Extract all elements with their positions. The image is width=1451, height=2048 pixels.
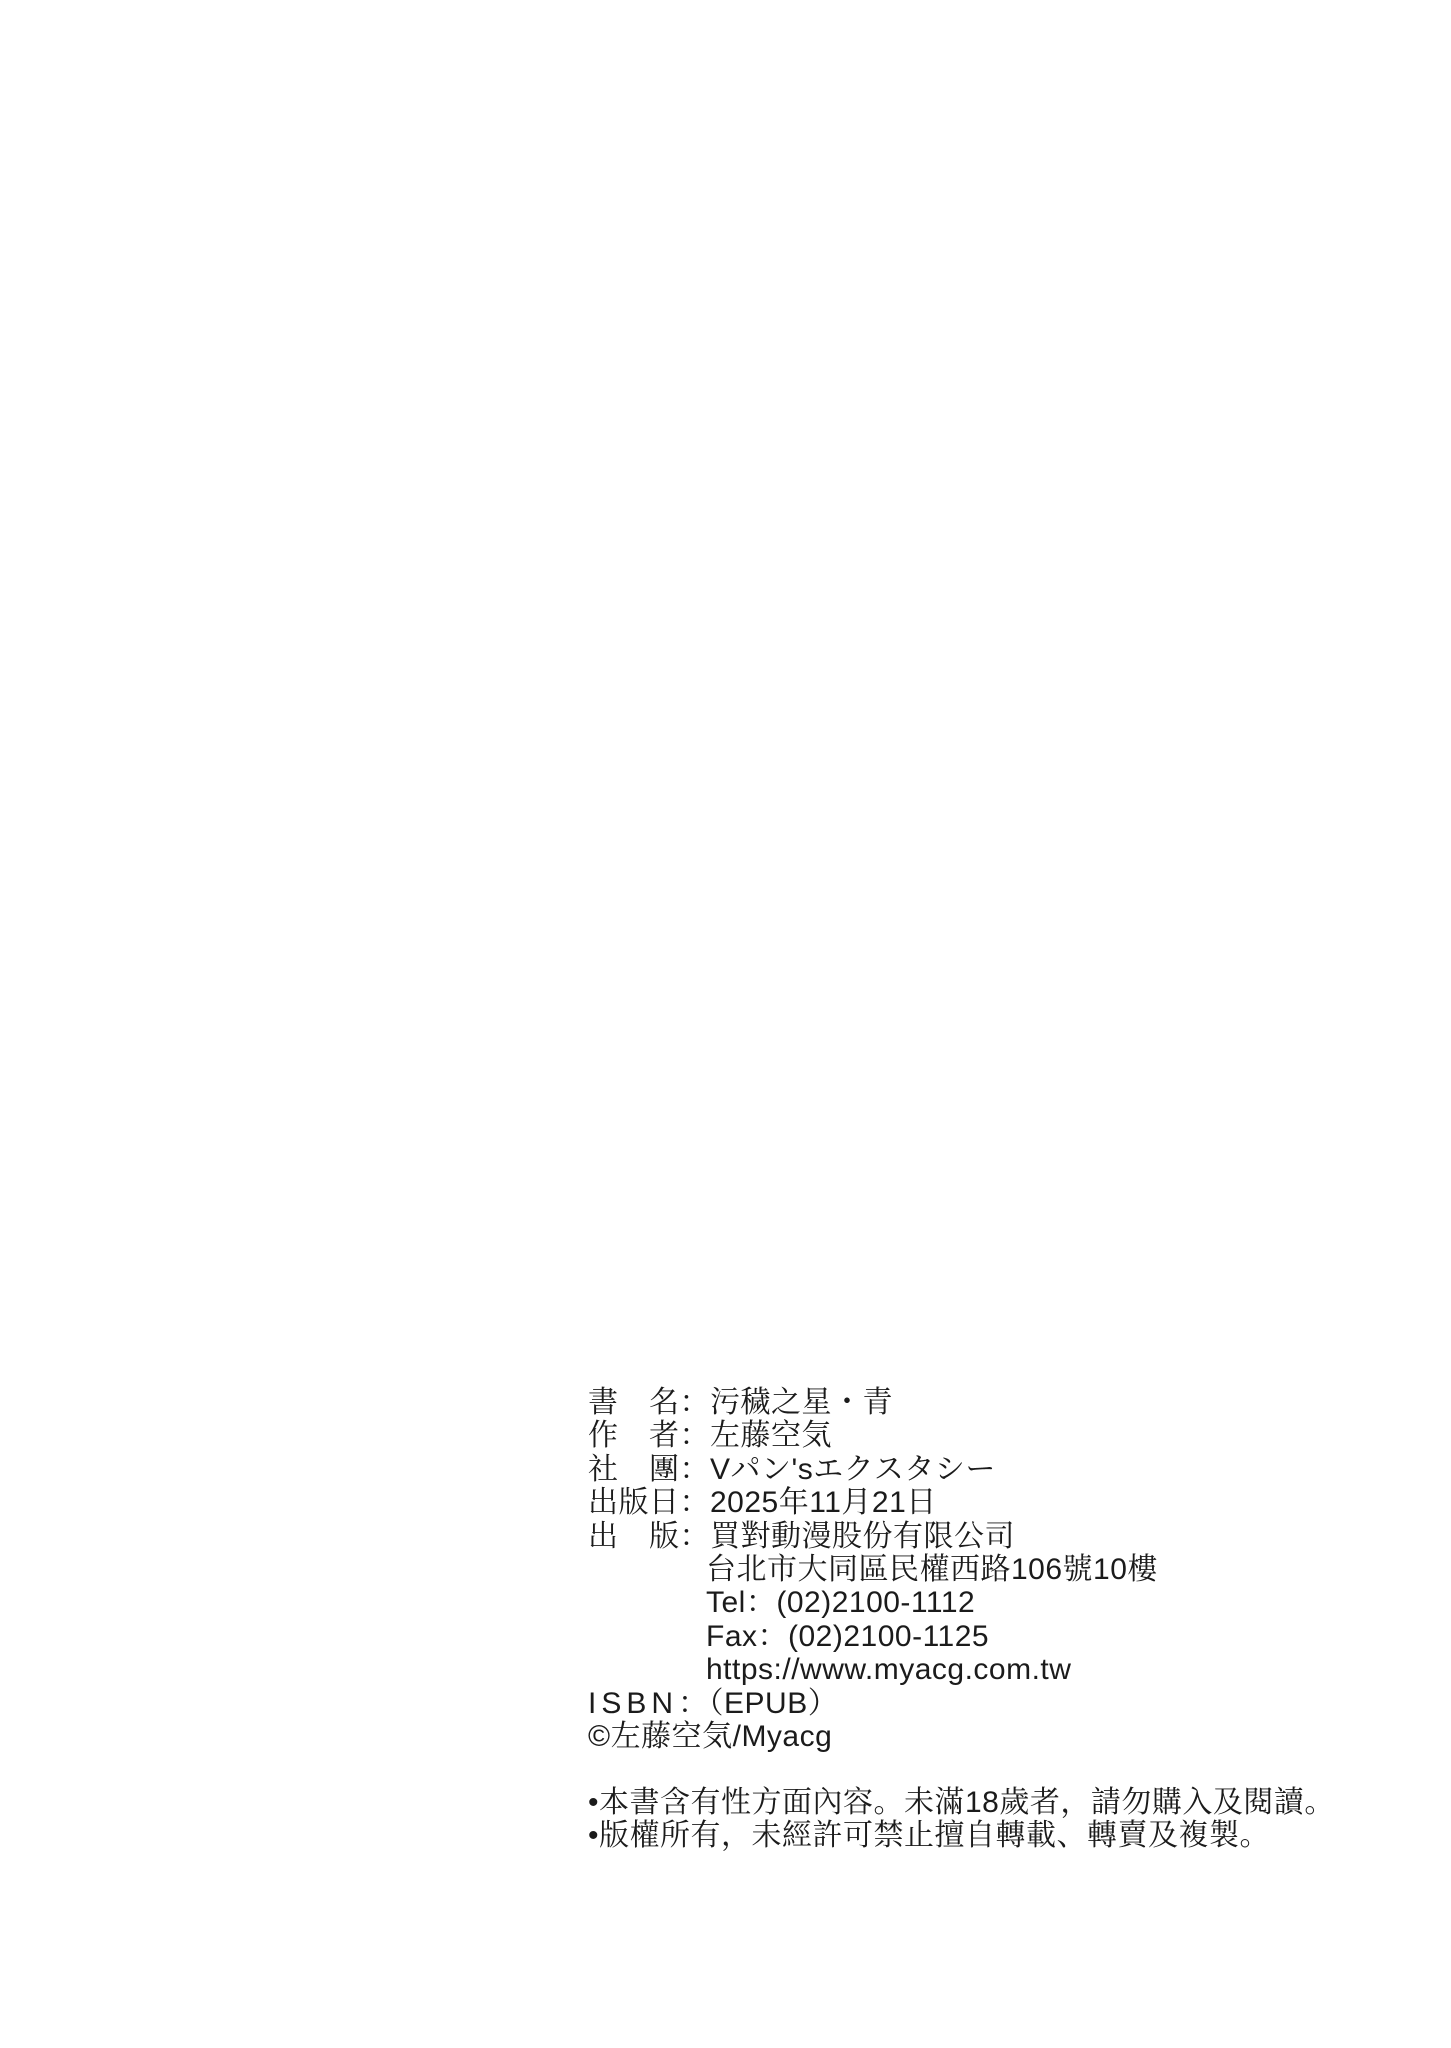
book-title-line: 書 名：污穢之星・青: [588, 1386, 893, 1419]
publisher-address-line: 台北市大同區民權西路106號10樓: [706, 1552, 1158, 1586]
adult-content-notice: •本書含有性方面內容。未滿18歲者，請勿購入及閱讀。: [588, 1785, 1335, 1819]
publish-date-line: 出版日：2025年11月21日: [588, 1486, 937, 1520]
publisher-line: 出 版：買對動漫股份有限公司: [588, 1519, 1015, 1553]
colophon-block: [588, 1386, 1335, 1853]
rights-notice: •版權所有，未經許可禁止擅自轉載、轉賣及複製。: [588, 1819, 1271, 1853]
tel-line: Tel：(02)2100-1112: [706, 1586, 976, 1620]
notices-block: [588, 1786, 1335, 1853]
isbn-value: ：（EPUB）: [678, 1686, 839, 1720]
website-url-line: https://www.myacg.com.tw: [706, 1653, 1072, 1687]
fax-line: Fax：(02)2100-1125: [706, 1619, 990, 1653]
circle-line: 社 團：Vパン'sエクスタシー: [588, 1452, 996, 1486]
copyright-line: ©左藤空気/Myacg: [588, 1719, 833, 1753]
isbn-line: [588, 1687, 1335, 1720]
isbn-label: ISBN: [588, 1686, 679, 1720]
author-line: 作 者：左藤空気: [588, 1419, 832, 1453]
